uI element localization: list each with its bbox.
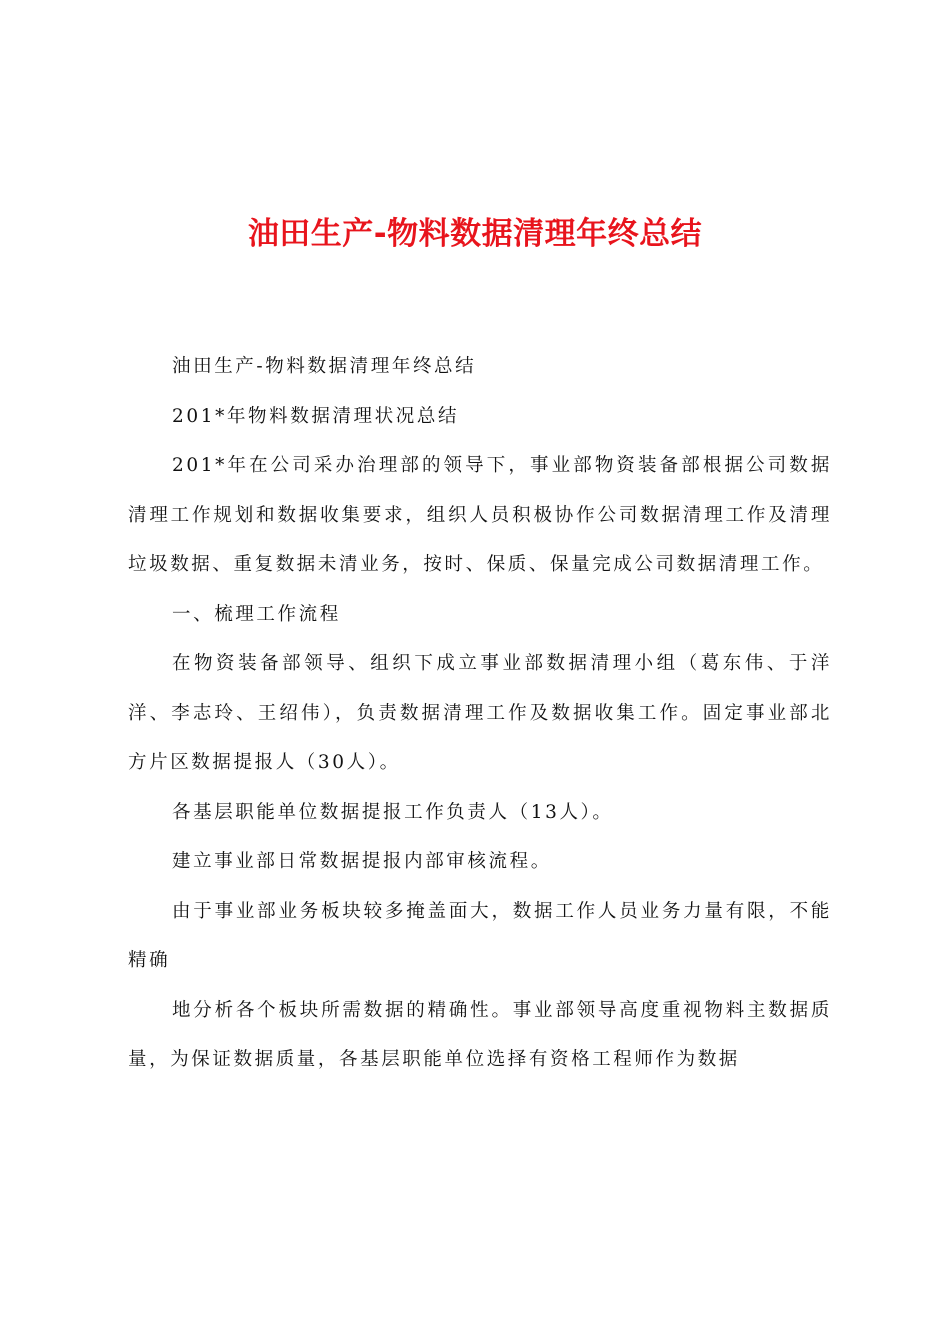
paragraph-limitation: 由于事业部业务板块较多掩盖面大，数据工作人员业务力量有限，不能精确	[128, 900, 832, 971]
paragraph-unit-leads: 各基层职能单位数据提报工作负责人（13人）。	[172, 801, 614, 823]
paragraph-intro: 201*年在公司采办治理部的领导下，事业部物资装备部根据公司数据清理工作规划和数据收集要求，组织人员积极协作公司数据清理工作及清理垃圾数据、重复数据未清业务，按时、保质、保量完成公司数据清理工作。	[128, 455, 832, 575]
paragraph-review-process: 建立事业部日常数据提报内部审核流程。	[172, 851, 552, 872]
paragraph-subtitle: 201*年物料数据清理状况总结	[172, 405, 460, 427]
paragraph-team: 在物资装备部领导、组织下成立事业部数据清理小组（葛东伟、于洋洋、李志玲、王绍伟），负责数据清理工作及数据收集工作。固定事业部北方片区数据提报人（30人）。	[128, 653, 832, 773]
document-title: 油田生产-物料数据清理年终总结	[247, 216, 703, 252]
paragraph-data-quality: 地分析各个板块所需数据的精确性。事业部领导高度重视物料主数据质量，为保证数据质量，各基层职能单位选择有资格工程师作为数据	[128, 999, 832, 1070]
document-body	[128, 342, 832, 1085]
section-heading-workflow: 一、梳理工作流程	[172, 603, 341, 625]
paragraph-heading-repeat: 油田生产-物料数据清理年终总结	[172, 356, 477, 377]
